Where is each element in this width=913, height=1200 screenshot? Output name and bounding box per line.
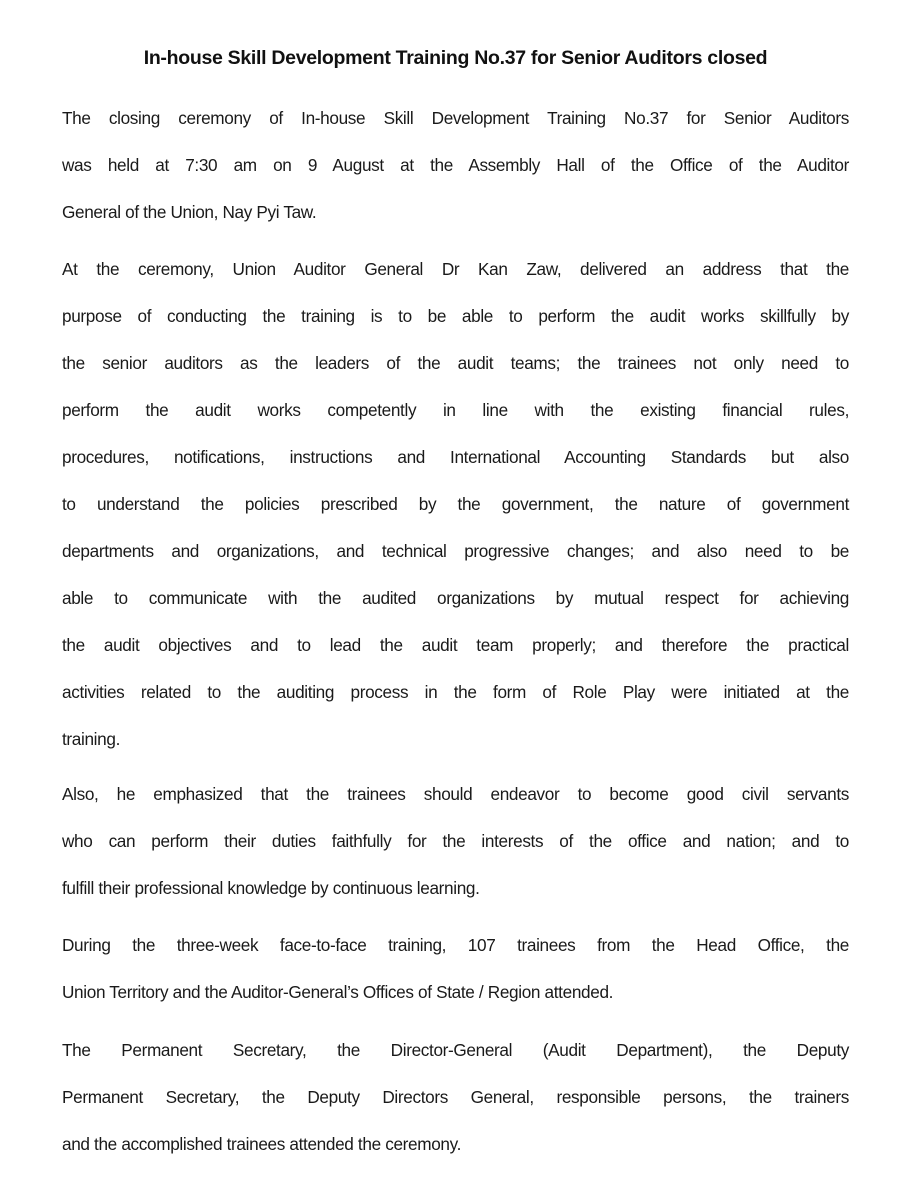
text-line-content: fulfill their professional knowledge by continuous learning. [62,878,480,898]
text-line [62,1130,849,1177]
paragraph-4 [62,931,849,1025]
text-line [62,443,849,490]
text-line [62,931,849,978]
text-line-content: General of the Union, Nay Pyi Taw. [62,202,317,222]
text-line [62,1036,849,1083]
text-line [62,302,849,349]
text-line [62,255,849,302]
paragraph-5 [62,1036,849,1177]
text-line [62,874,849,921]
text-line [62,1083,849,1130]
paragraph-1 [62,104,849,245]
paragraph-2 [62,255,849,772]
text-line-content: training. [62,729,120,749]
text-line-content: At the ceremony, Union Auditor General Dr Kan Zaw, delivered an address that the [62,259,849,279]
text-line-content: was held at 7:30 am on 9 August at the Assembly Hall of the Office of the Auditor [62,155,849,175]
text-line [62,978,849,1025]
text-line-content: procedures, notifications, instructions and International Accounting Standards but also [62,447,849,467]
text-line-content: Also, he emphasized that the trainees should endeavor to become good civil servants [62,784,849,804]
text-line [62,198,849,245]
text-line-content: Permanent Secretary, the Deputy Directors General, responsible persons, the trainers [62,1087,849,1107]
text-line-content: the audit objectives and to lead the audit team properly; and therefore the practical [62,635,849,655]
text-line-content: able to communicate with the audited organizations by mutual respect for achieving [62,588,849,608]
text-line [62,725,849,772]
text-line [62,631,849,678]
text-line-content: departments and organizations, and technical progressive changes; and also need to be [62,541,849,561]
text-line [62,104,849,151]
text-line [62,151,849,198]
text-line [62,537,849,584]
text-line-content: perform the audit works competently in line with the existing financial rules, [62,400,849,420]
text-line [62,396,849,443]
text-line-content: Union Territory and the Auditor-General’s Offices of State / Region attended. [62,982,614,1002]
text-line-content: the senior auditors as the leaders of the audit teams; the trainees not only need to [62,353,849,373]
text-line [62,827,849,874]
text-line [62,678,849,725]
text-line-content: The closing ceremony of In-house Skill Development Training No.37 for Senior Auditors [62,108,849,128]
text-line [62,349,849,396]
text-line [62,490,849,537]
text-line-content: to understand the policies prescribed by the government, the nature of government [62,494,849,514]
text-line-content: who can perform their duties faithfully for the interests of the office and nation; and to [62,831,849,851]
text-line-content: During the three-week face-to-face training, 107 trainees from the Head Office, the [62,935,849,955]
text-line [62,780,849,827]
text-line-content: The Permanent Secretary, the Director-General (Audit Department), the Deputy [62,1040,849,1060]
text-line-content: and the accomplished trainees attended the ceremony. [62,1134,462,1154]
text-line-content: purpose of conducting the training is to be able to perform the audit works skillfully by [62,306,849,326]
document-title: In-house Skill Development Training No.37 for Senior Auditors closed [143,47,768,69]
text-line-content: activities related to the auditing process in the form of Role Play were initiated at the [62,682,849,702]
text-line [62,584,849,631]
paragraph-3 [62,780,849,921]
